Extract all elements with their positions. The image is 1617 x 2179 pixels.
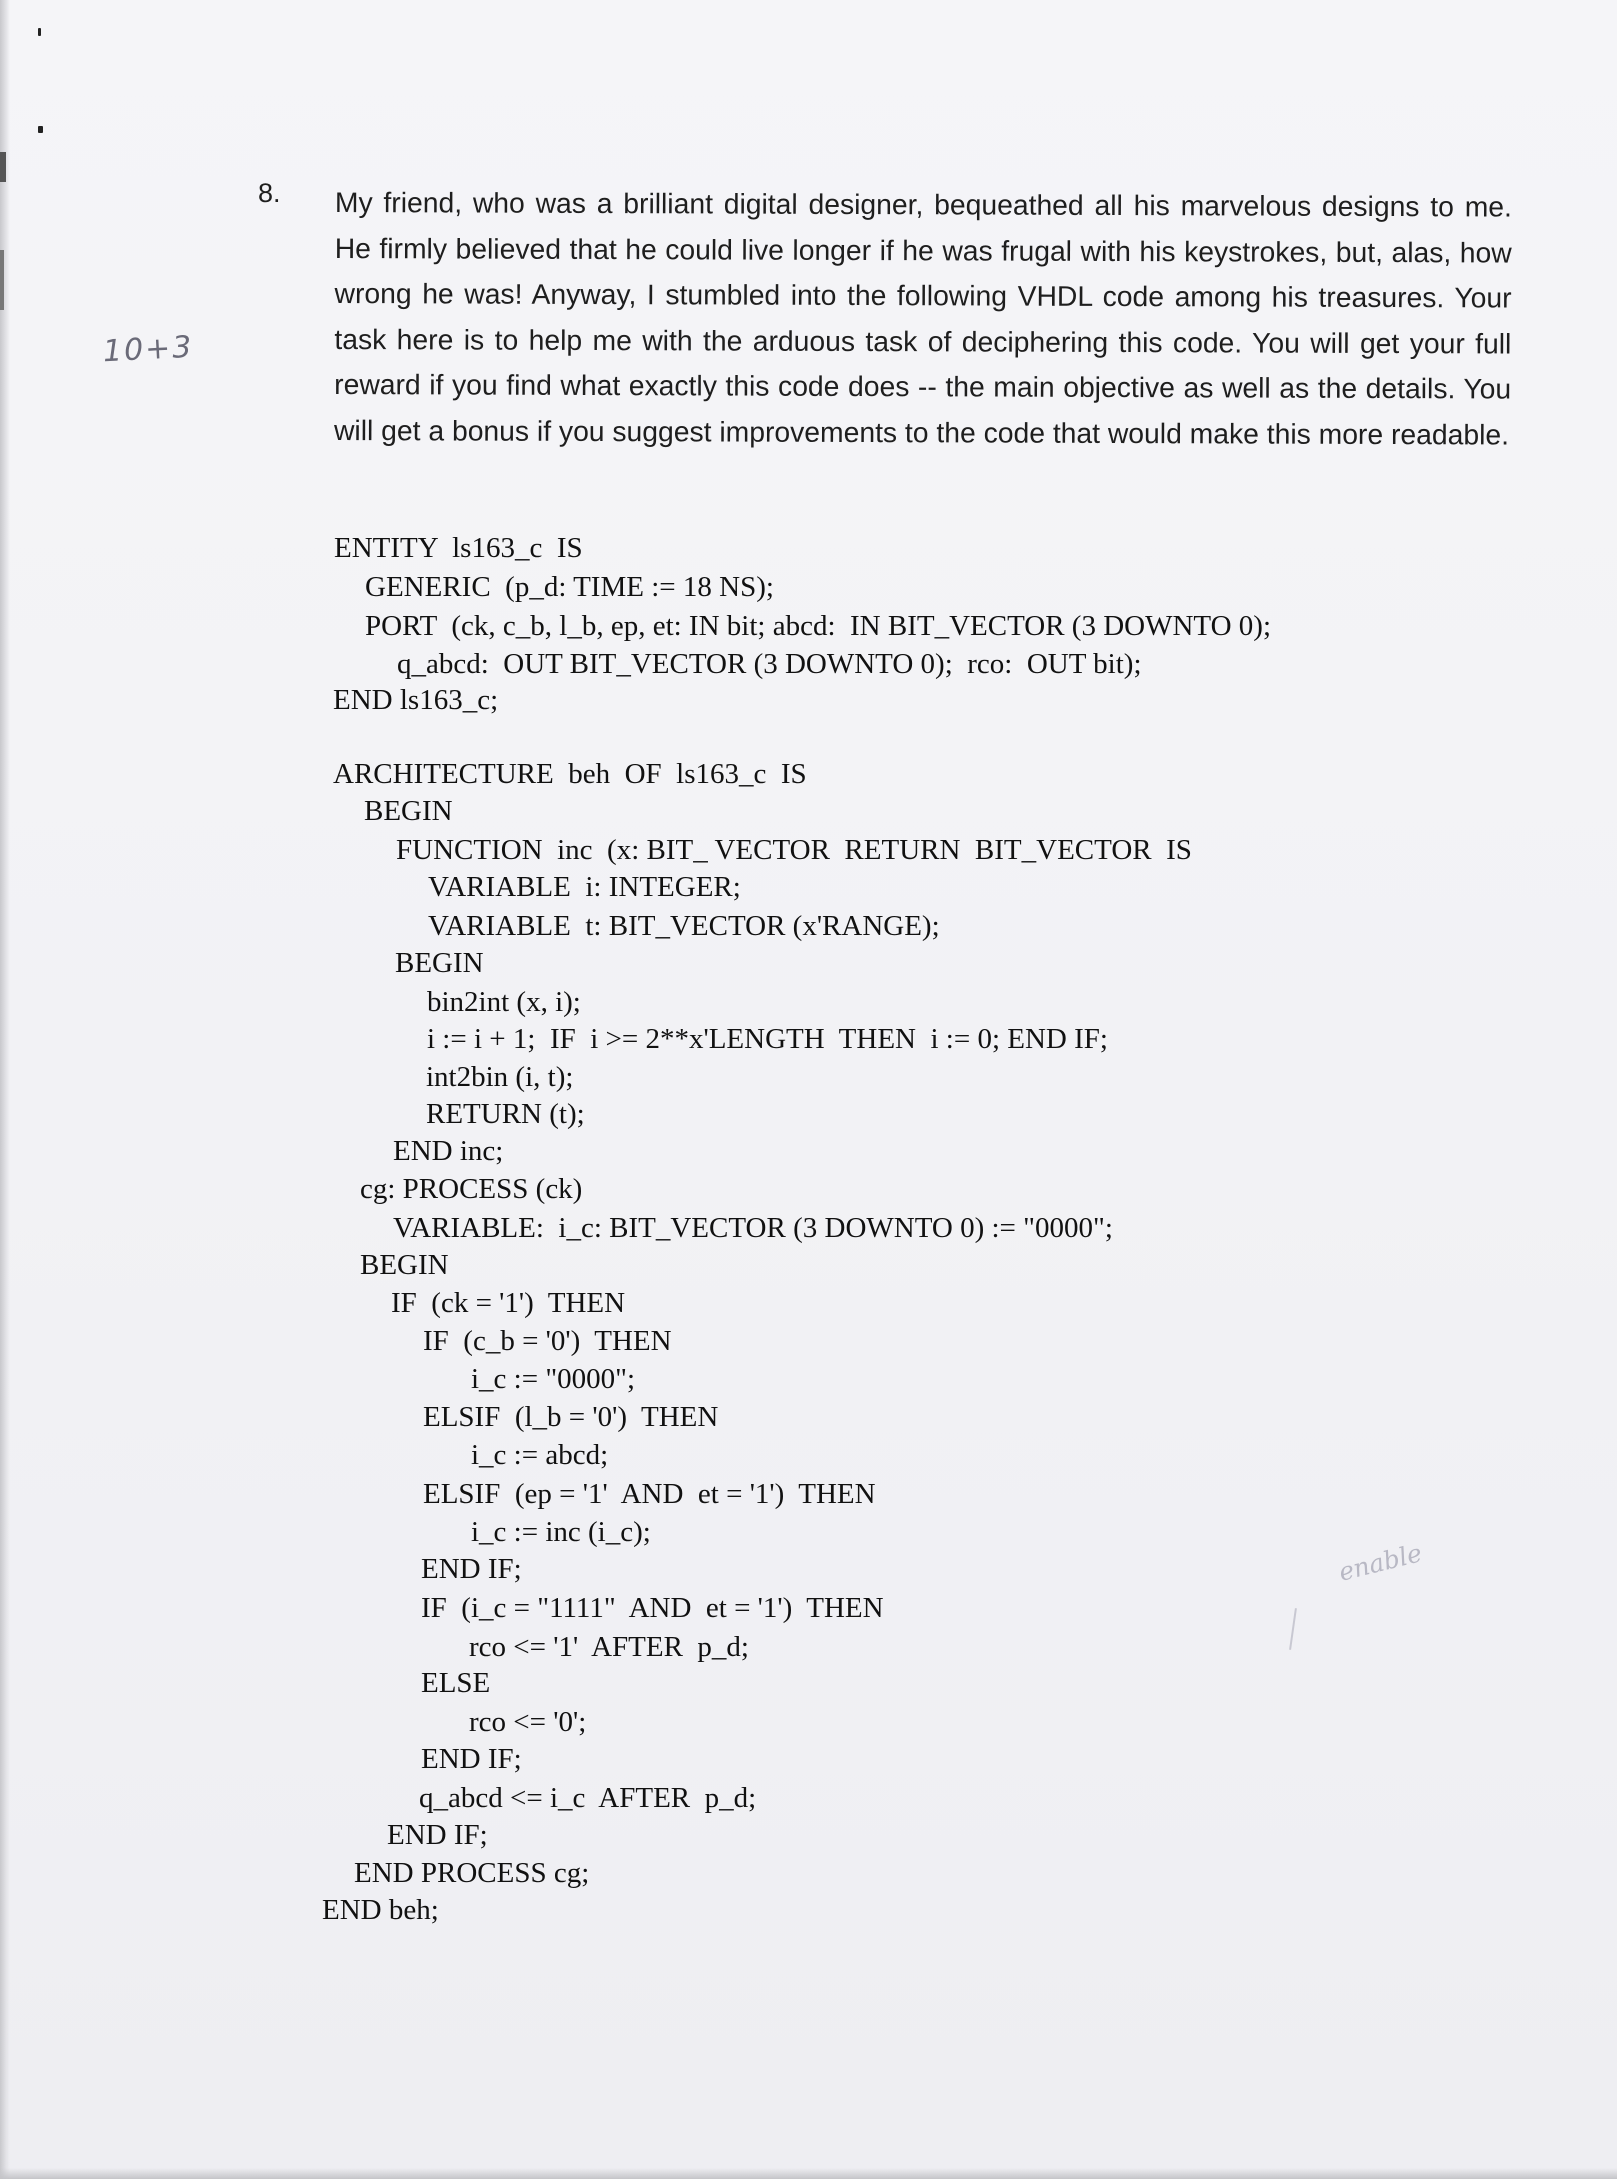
code-line: END ls163_c; [333, 684, 499, 716]
code-line: BEGIN [360, 1249, 449, 1281]
code-line: END inc; [393, 1135, 504, 1167]
code-line: q_abcd: OUT BIT_VECTOR (3 DOWNTO 0); rco: OUT bit); [397, 648, 1142, 680]
code-line: q_abcd <= i_c AFTER p_d; [419, 1782, 757, 1814]
code-line: END IF; [421, 1553, 522, 1585]
code-line: END beh; [322, 1894, 439, 1926]
code-line: VARIABLE i: INTEGER; [428, 871, 741, 903]
handwritten-score: 10+3 [102, 329, 195, 370]
question-text: My friend, who was a brilliant digital designer, bequeathed all his marvelous designs to me. He firmly believed that he could live longer if he was frugal with his keystrokes, but, alas, how wrong he was! Anyway, I stumbled into the following VHDL code among his treasures. Your task here is to help me with the arduous task of deciphering this code. You will get your full reward if you find what exactly this code does -- the main objective as well as the details. You will get a bonus if you suggest improvements to the code that would make this more readable. [333, 185, 1512, 451]
code-line: BEGIN [364, 795, 453, 827]
code-line: PORT (ck, c_b, l_b, ep, et: IN bit; abcd: IN BIT_VECTOR (3 DOWNTO 0); [365, 610, 1271, 642]
code-line: BEGIN [395, 947, 484, 979]
code-line: cg: PROCESS (ck) [360, 1173, 583, 1205]
code-line: END IF; [421, 1743, 522, 1775]
code-line: bin2int (x, i); [427, 986, 581, 1018]
code-line: ELSIF (l_b = '0') THEN [423, 1401, 719, 1433]
code-line: IF (c_b = '0') THEN [423, 1325, 672, 1357]
scan-edge-mark [0, 152, 6, 182]
handwritten-side-note: enable [1335, 1538, 1425, 1587]
code-line: int2bin (i, t); [426, 1061, 574, 1093]
code-line: i := i + 1; IF i >= 2**x'LENGTH THEN i := 0; END IF; [427, 1023, 1108, 1055]
code-line: GENERIC (p_d: TIME := 18 NS); [365, 571, 774, 603]
code-line: ELSIF (ep = '1' AND et = '1') THEN [423, 1478, 876, 1510]
scan-speck [38, 126, 43, 133]
code-line: ARCHITECTURE beh OF ls163_c IS [333, 758, 807, 790]
scan-bottom-edge [0, 2168, 1617, 2179]
code-line: VARIABLE: i_c: BIT_VECTOR (3 DOWNTO 0) := "0000"; [393, 1212, 1113, 1244]
faint-pencil-mark [1289, 1608, 1297, 1650]
code-line: END PROCESS cg; [354, 1857, 590, 1889]
code-line: i_c := abcd; [471, 1439, 609, 1471]
code-line: i_c := "0000"; [471, 1363, 636, 1395]
code-line: rco <= '0'; [469, 1706, 587, 1738]
code-line: ENTITY ls163_c IS [334, 532, 583, 564]
scan-speck [38, 28, 41, 36]
question-number: 8. [258, 178, 281, 208]
code-line: rco <= '1' AFTER p_d; [469, 1631, 749, 1663]
code-line: i_c := inc (i_c); [471, 1516, 651, 1548]
code-line: IF (ck = '1') THEN [391, 1287, 626, 1319]
code-line: IF (i_c = "1111" AND et = '1') THEN [421, 1592, 884, 1624]
code-line: END IF; [387, 1819, 488, 1851]
code-line: VARIABLE t: BIT_VECTOR (x'RANGE); [428, 910, 940, 942]
code-line: ELSE [421, 1667, 491, 1699]
scan-edge-mark [0, 250, 4, 310]
scan-left-shadow [0, 0, 10, 2179]
code-line: RETURN (t); [426, 1098, 585, 1130]
code-line: FUNCTION inc (x: BIT_ VECTOR RETURN BIT_VECTOR IS [396, 834, 1192, 866]
